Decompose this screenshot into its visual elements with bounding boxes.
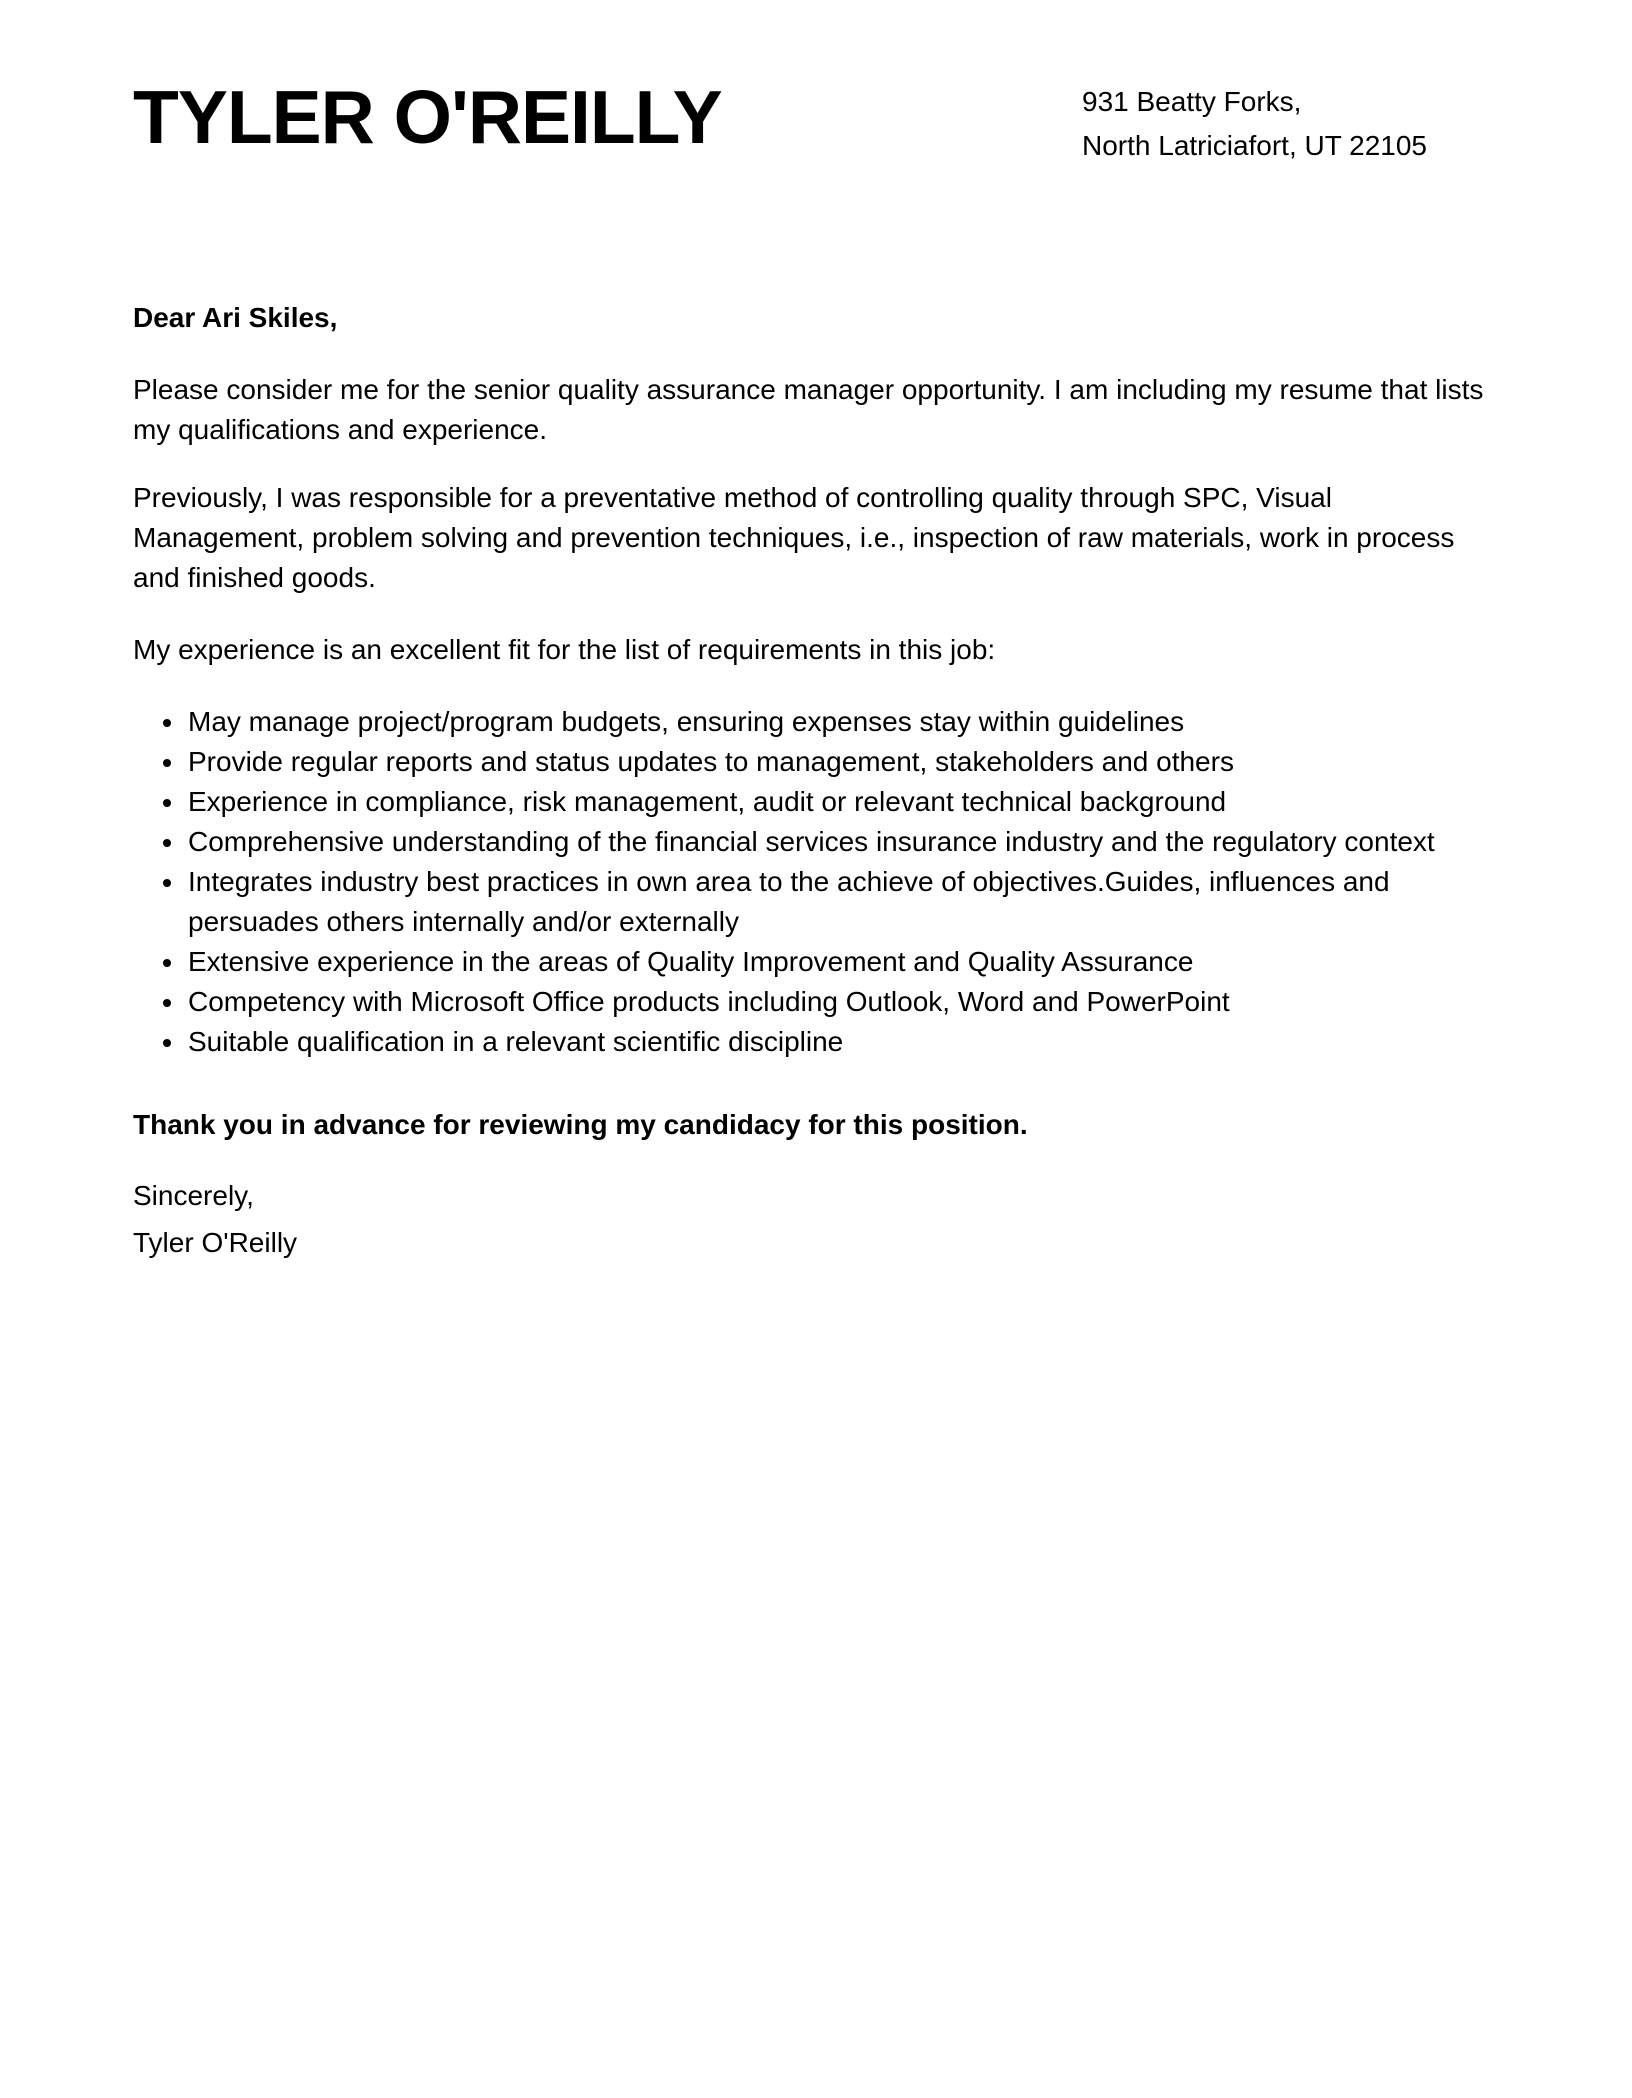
address-line-2: North Latriciafort, UT 22105 [1082, 130, 1427, 161]
intro-paragraph: Please consider me for the senior quality assurance manager opportunity. I am including my resume that lists my qualifications and experience. [133, 374, 1484, 445]
requirement-item: • May manage project/program budgets, ensuring expenses stay within guidelines [186, 702, 1508, 742]
letter-body [133, 298, 1508, 1266]
signoff-block [133, 1172, 1508, 1266]
applicant-name-title: TYLER O'REILLY [133, 75, 722, 159]
requirement-item: • Extensive experience in the areas of Quality Improvement and Quality Assurance [186, 942, 1508, 982]
requirement-item: • Competency with Microsoft Office products including Outlook, Word and PowerPoint [186, 982, 1508, 1022]
requirement-item: • Integrates industry best practices in own area to the achieve of objectives.Guides, influences and persuades others internally and/or externally [186, 862, 1508, 942]
requirement-item: • Provide regular reports and status updates to management, stakeholders and others [186, 742, 1508, 782]
experience-paragraph: Previously, I was responsible for a preventative method of controlling quality through SPC, Visual Management, problem solving and prevention techniques, i.e., inspection of raw materials, work in process and finished goods. [133, 482, 1455, 593]
requirements-lead-in: My experience is an excellent fit for the list of requirements in this job: [133, 634, 996, 665]
requirement-item: • Experience in compliance, risk management, audit or relevant technical background [186, 782, 1508, 822]
requirement-item: • Suitable qualification in a relevant scientific discipline [186, 1022, 1508, 1062]
salutation: Dear Ari Skiles, [133, 302, 338, 333]
requirement-item: • Comprehensive understanding of the financial services insurance industry and the regulatory context [186, 822, 1508, 862]
requirements-list [133, 702, 1508, 1062]
signature-name: Tyler O'Reilly [133, 1227, 298, 1258]
address-line-1: 931 Beatty Forks, [1082, 86, 1302, 117]
signoff-word: Sincerely, [133, 1180, 254, 1211]
address-block [1082, 80, 1427, 168]
closing-thanks: Thank you in advance for reviewing my candidacy for this position. [133, 1109, 1028, 1140]
